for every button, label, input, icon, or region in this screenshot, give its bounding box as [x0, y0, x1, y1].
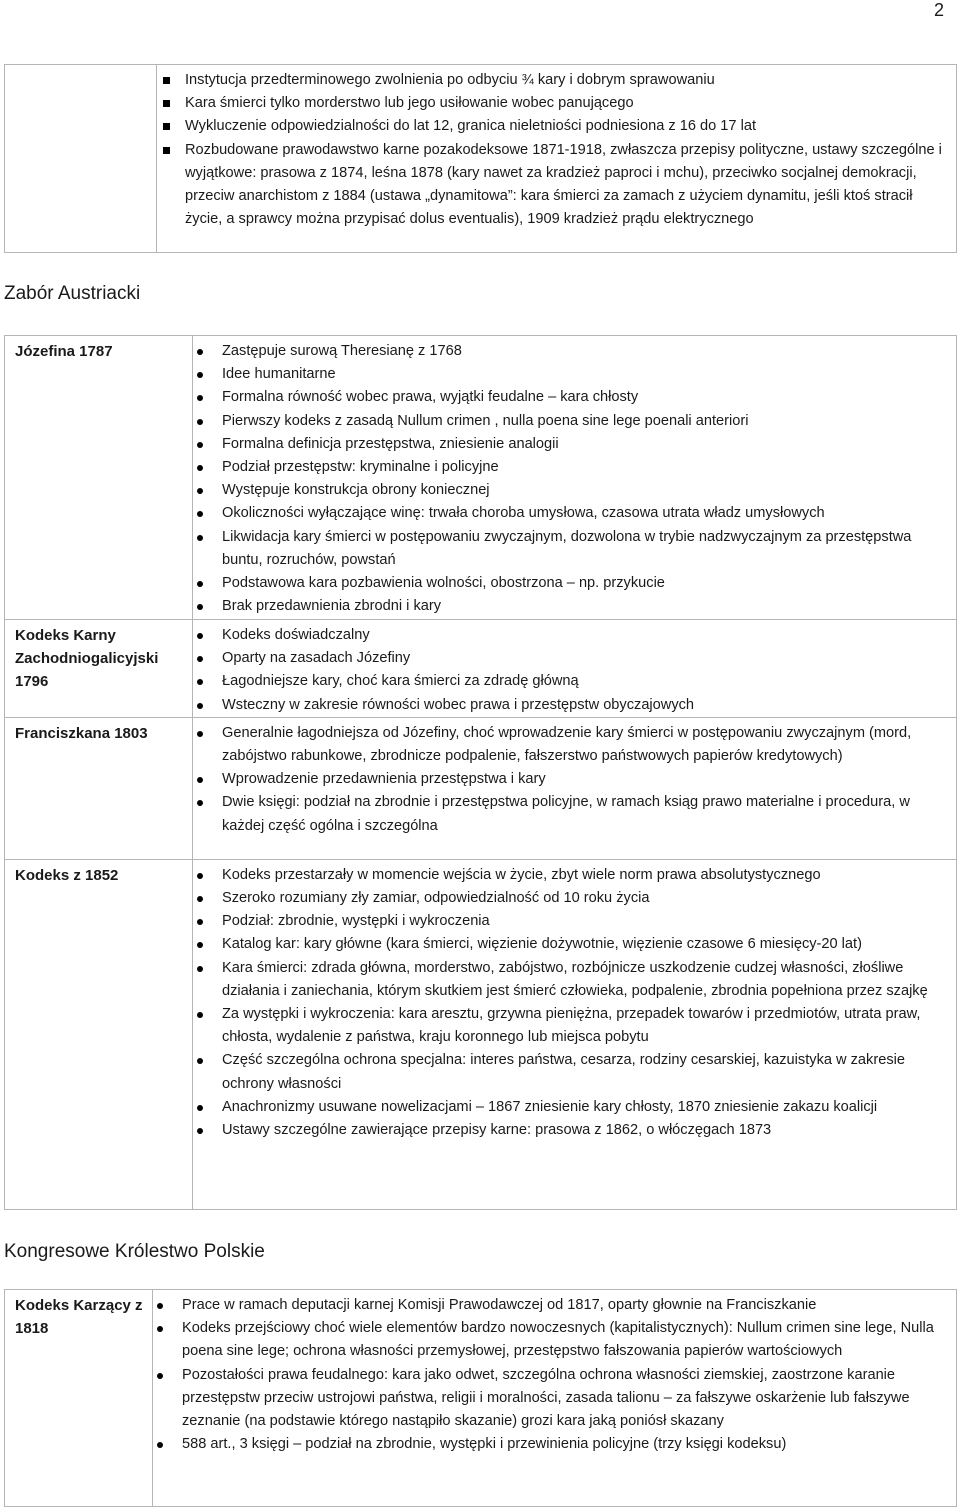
square-bullet-icon [163, 147, 170, 154]
row-list-cell [193, 717, 957, 859]
bullet-icon [197, 1058, 203, 1064]
section-heading-kongres: Kongresowe Królestwo Polskie [4, 1241, 265, 1262]
list-item: Formalna definicja przestępstwa, zniesienie analogii [193, 433, 948, 456]
square-bullet-icon [163, 100, 170, 107]
row-label: Kodeks Karzący z 1818 [15, 1297, 143, 1338]
list-item: Dwie księgi: podział na zbrodnie i przestępstwa policyjne, w ramach ksiąg prawo materialne i procedura, w każdej część ogólna i szczególna [193, 791, 948, 837]
table-row [5, 620, 957, 718]
list-item: Za występki i wykroczenia: kara aresztu, grzywna pieniężna, przepadek towarów i przedmiotów, utrata praw, chłosta, wydalenie z państwa, kraju koronnego lub miejsca pobytu [193, 1003, 948, 1049]
bullet-icon [197, 419, 203, 425]
bullet-list [193, 864, 948, 1142]
row-label: Kodeks z 1852 [15, 866, 119, 884]
page-number: 2 [933, 0, 944, 20]
list-item: Likwidacja kary śmierci w postępowaniu zwyczajnym, dozwolona w trybie nadzwyczajnym za przestępstwa buntu, rozruchów, powstań [193, 526, 948, 572]
row-list-cell [193, 620, 957, 718]
list-item: Kodeks przestarzały w momencie wejścia w życie, zbyt wiele norm prawa absolutystycznego [193, 864, 948, 887]
row-list-cell [193, 859, 957, 1209]
list-item: Podział przestępstw: kryminalne i policyjne [193, 456, 948, 479]
bullet-icon [197, 581, 203, 587]
table-row [5, 717, 957, 859]
bullet-icon [157, 1373, 163, 1379]
section-heading-austria: Zabór Austriacki [4, 283, 141, 304]
bullet-list [153, 1294, 948, 1456]
list-item: Anachronizmy usuwane nowelizacjami – 1867 zniesienie kary chłosty, 1870 zniesienie zakazu koalicji [193, 1096, 948, 1119]
bullet-icon [197, 656, 203, 662]
list-item: Kara śmierci: zdrada główna, morderstwo, zabójstwo, rozbójnicze uszkodzenie cudzej własności, złośliwe działania i zaniechania, którym skutkiem jest śmierć człowieka, podpalenie, zbrodnia popełniona przez szajkę [193, 957, 948, 1003]
intro-list [157, 69, 948, 231]
row-label-cell [5, 1290, 153, 1507]
bullet-icon [197, 465, 203, 471]
list-item: Pierwszy kodeks z zasadą Nullum crimen , nulla poena sine lege poenali anteriori [193, 410, 948, 433]
bullet-icon [197, 1128, 203, 1134]
intro-table [4, 64, 957, 253]
bullet-icon [197, 731, 203, 737]
table-row [5, 859, 957, 1209]
table-row [5, 336, 957, 620]
bullet-icon [197, 777, 203, 783]
bullet-icon [197, 919, 203, 925]
list-item: Podział: zbrodnie, występki i wykroczenia [193, 910, 948, 933]
list-item: Część szczególna ochrona specjalna: interes państwa, cesarza, rodziny cesarskiej, kazuistyka w zakresie ochrony własności [193, 1049, 948, 1095]
intro-list-cell [157, 65, 957, 253]
bullet-icon [197, 896, 203, 902]
list-item: 588 art., 3 księgi – podział na zbrodnie, występki i przewinienia policyjne (trzy księgi kodeksu) [153, 1433, 948, 1456]
list-item: Szeroko rozumiany zły zamiar, odpowiedzialność od 10 roku życia [193, 887, 948, 910]
row-label-cell [5, 717, 193, 859]
list-item: Pozostałości prawa feudalnego: kara jako odwet, szczególna ochrona własności ziemskiej, zaostrzone karanie przestępstw przeciw ustrojowi państwa, religii i moralności, zasada talionu – za fałszywe oskarżenie lub fałszywe zeznanie (na podstawie którego nastąpiło skazanie) grozi kara jaką poniósł skazany [153, 1364, 948, 1434]
list-item: Wprowadzenie przedawnienia przestępstwa i kary [193, 768, 948, 791]
list-item: Kara śmierci tylko morderstwo lub jego usiłowanie wobec panującego [157, 92, 948, 115]
row-list-cell [153, 1290, 957, 1507]
list-item: Prace w ramach deputacji karnej Komisji Prawodawczej od 1817, oparty głownie na Franciszkanie [153, 1294, 948, 1317]
row-list-cell [193, 336, 957, 620]
list-item: Generalnie łagodniejsza od Józefiny, choć wprowadzenie kary śmierci w postępowaniu zwyczajnym (mord, zabójstwo rabunkowe, zbrodnicze podpalenie, fałszerstwo państwowych papierów kredytowych) [193, 722, 948, 768]
list-item: Kodeks doświadczalny [193, 624, 948, 647]
bullet-icon [157, 1326, 163, 1332]
bullet-icon [197, 488, 203, 494]
list-item: Brak przedawnienia zbrodni i kary [193, 595, 948, 618]
list-item: Podstawowa kara pozbawienia wolności, obostrzona – np. przykucie [193, 572, 948, 595]
list-item: Występuje konstrukcja obrony koniecznej [193, 479, 948, 502]
bullet-icon [197, 349, 203, 355]
list-item: Formalna równość wobec prawa, wyjątki feudalne – kara chłosty [193, 386, 948, 409]
intro-empty-cell [5, 65, 157, 253]
bullet-list [193, 624, 948, 717]
austria-table [4, 335, 957, 1210]
list-item: Oparty na zasadach Józefiny [193, 647, 948, 670]
kongres-table [4, 1289, 957, 1507]
table-row [5, 1290, 957, 1507]
bullet-icon [197, 372, 203, 378]
row-label: Józefina 1787 [15, 343, 113, 360]
bullet-icon [197, 1105, 203, 1111]
square-bullet-icon [163, 77, 170, 84]
list-item: Idee humanitarne [193, 363, 948, 386]
bullet-icon [197, 604, 203, 610]
bullet-icon [157, 1303, 163, 1309]
bullet-icon [197, 679, 203, 685]
list-item: Kodeks przejściowy choć wiele elementów bardzo nowoczesnych (kapitalistycznych): Nullum crimen sine lege, Nulla poena sine lege; ochrona własności przemysłowej, przestępstwo fałszowania papierów wartościowych [153, 1317, 948, 1363]
bullet-icon [157, 1442, 163, 1448]
bullet-icon [197, 633, 203, 639]
bullet-list [193, 340, 948, 618]
list-item: Zastępuje surową Theresianę z 1768 [193, 340, 948, 363]
row-label-cell [5, 859, 193, 1209]
row-label: Kodeks Karny Zachodniogalicyjski 1796 [15, 627, 159, 691]
bullet-icon [197, 535, 203, 541]
list-item: Rozbudowane prawodawstwo karne pozakodeksowe 1871-1918, zwłaszcza przepisy polityczne, ustawy szczególne i wyjątkowe: prasowa z 1874, leśna 1878 (kary nawet za kradzież paproci i mchu), przeciwko socjalnej demokracji, przeciw anarchistom z 1884 (ustawa „dynamitowa”: kara śmierci za zamach z użyciem dynamitu, jeśli ktoś stracił życie, a sprawcy można przypisać dolus eventualis), 1909 kradzież prądu elektrycznego [157, 139, 948, 232]
square-bullet-icon [163, 123, 170, 130]
bullet-icon [197, 442, 203, 448]
bullet-icon [197, 395, 203, 401]
bullet-icon [197, 873, 203, 879]
bullet-list [193, 722, 948, 838]
bullet-icon [197, 966, 203, 972]
list-item: Okoliczności wyłączające winę: trwała choroba umysłowa, czasowa utrata władz umysłowych [193, 502, 948, 525]
row-label-cell [5, 336, 193, 620]
bullet-icon [197, 1012, 203, 1018]
list-item: Katalog kar: kary główne (kara śmierci, więzienie dożywotnie, więzienie czasowe 6 miesięcy-20 lat) [193, 933, 948, 956]
list-item: Łagodniejsze kary, choć kara śmierci za zdradę główną [193, 670, 948, 693]
list-item: Wsteczny w zakresie równości wobec prawa i przestępstw obyczajowych [193, 694, 948, 717]
row-label: Franciszkana 1803 [15, 724, 148, 742]
list-item: Ustawy szczególne zawierające przepisy karne: prasowa z 1862, o włóczęgach 1873 [193, 1119, 948, 1142]
bullet-icon [197, 511, 203, 517]
bullet-icon [197, 800, 203, 806]
list-item: Instytucja przedterminowego zwolnienia po odbyciu ¾ kary i dobrym sprawowaniu [157, 69, 948, 92]
bullet-icon [197, 942, 203, 948]
list-item: Wykluczenie odpowiedzialności do lat 12, granica nieletniości podniesiona z 16 do 17 lat [157, 115, 948, 138]
row-label-cell [5, 620, 193, 718]
bullet-icon [197, 703, 203, 709]
